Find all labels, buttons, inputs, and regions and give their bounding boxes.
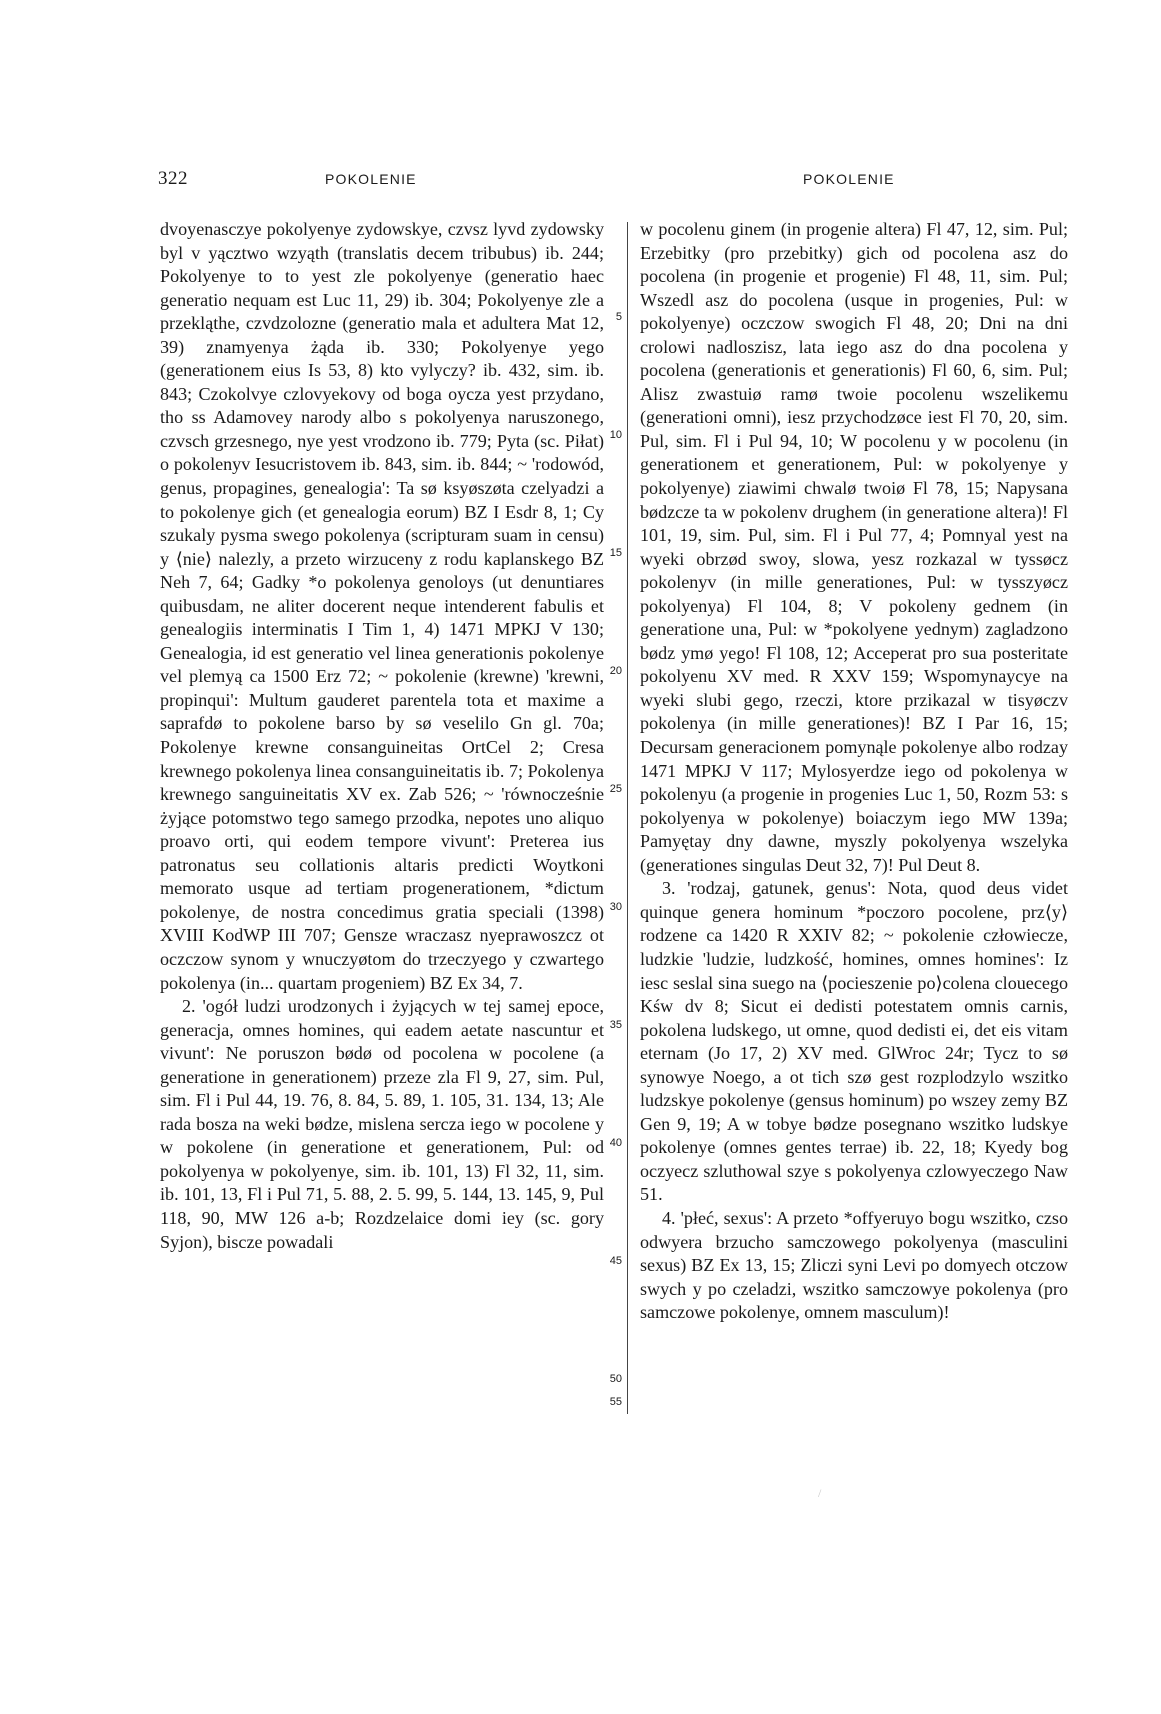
right-paragraph-2: 3. 'rodzaj, gatunek, genus': Nota, quod deus videt quinque genera hominum *poczoro pocolene, prz⟨y⟩rodzene ca 1420 R XXIV 82; ~ pokolenie człowiecze, ludzkie 'ludzie, ludzkość, homines, omnes homines': Iz iesc seslal sina suego na ⟨pocieszenie po⟩colena clouecego Kśw dv 8; Sicut ei dedisti potestatem omnis carnis, pokolena ludskego, ut omne, quod dedisti ei, det eis vitam eternam (Jo 17, 2) XV med. GlWroc 24r; Tycz to sø synowye Noego, a ot tich szø gest rozplodzylo wszitko ludzskye pokolenye (gensus hominum) po wszey zemy BZ Gen 9, 19; A w tobye bødze posegnano wszitko ludskye pokolenye (omnes gentes terrae) ib. 22, 18; Kyedy bog oczyecz szluthowal szye s pokolyenya czlowyeczego Naw 51.	[640, 878, 1068, 1205]
stray-mark: /	[818, 1486, 822, 1500]
column-divider	[627, 222, 628, 1414]
right-paragraph-1: w pocolenu ginem (in progenie altera) Fl 47, 12, sim. Pul; Erzebitky (pro przebitky) gich od pocolena asz do pocolena (in progenie et progenie) Fl 48, 11, sim. Pul; Wszedl asz do pocolena (usque in progenies, Pul: w pokolyenye) oczczow swogich Fl 48, 20; Dni na dni crolowi nadloszisz, lata iego asz do dna pocolena y pocolena (generationis et generationis) Fl 60, 6, sim. Pul; Alisz zwastuiø ramø twoie pocolenu wszelikemu (generationi omni), iesz przychodzøce iest Fl 70, 20, sim. Pul, sim. Fl i Pul 94, 10; W pocolenu y w pocolenu (in generationem et generationem, Pul: w pokolyenye y pokolyenye) ziawimi chwalø twoiø Fl 78, 15; Napysana bødzcze ta w pokolenv drughem (in generatione altera)! Fl 101, 19, sim. Pul, sim. Fl i Pul 77, 4; Pomnyal yest na wyeki obrzød swoy, slowa, yesz rozkazal w tyssøcz pokolenyv (in mille generationes, Pul: w tysszyøcz pokolyenya) Fl 104, 8; V pokoleny gednem (in generatione una, Pul: w *pokolyene yednym) zagladzono bødz ymø yego! Fl 108, 12; Acceperat pro sua posteritate pokolyenu XV med. R XXV 159; Wspomynaycye na wyeki slubi gego, rzeczi, ktore przikazal w tisyøczv pokolenya (in mille generationes)! BZ I Par 16, 15; Decursam generacionem pomynąle pokolenye albo rodzay 1471 MPKJ V 117; Mylosyerdze iego od pokolenya w pokolenyu (a progenie in progenies Luc 1, 50, Rozm 53: s pokolyenya w pokolenye) boiaczym iego MW 139a; Pamyętay dny dawne, myszly pokolyenya wszelyka (generationes singulas Deut 32, 7)! Pul Deut 8.	[640, 219, 1068, 875]
line-number-gutter	[600, 218, 622, 1418]
left-paragraph-1: dvoyenasczye pokolyenye zydowskye, czvsz lyvd zydowsky byl v yącztwo wzyąth (translatis decem tribubus) ib. 244; Pokolyenye to to yest zle pokolyenye (generatio haec generatio nequam est Luc 11, 29) ib. 304; Pokolyenye zle a przekląthe, czvdzolozne (generatio mala et adultera Mat 12, 39) znamyenya żąda ib. 330; Pokolyenye yego (generationem eius Is 53, 8) kto vylyczy? ib. 432, sim. ib. 843; Czokolvye czlovyekovy od boga oycza yest przydano, tho ss Adamovey narody albo s pokolyenya naruszonego, czvsch grzesnego, nye yest vrodzono ib. 779; Pyta (sc. Piłat) o pokolenyv Iesucristovem ib. 843, sim. ib. 844; ~ 'rodowód, genus, propagines, genealogia': Ta sø ksyøszøta czelyadzi a to pokolenye gich (et genealogia eorum) BZ I Esdr 8, 1; Cy szukaly pysma swego pokolenya (scripturam suam in censu) y ⟨nie⟩ nalezly, a przeto wirzuceny z rodu kaplanskego BZ Neh 7, 64; Gadky *o pokolenya genoloys (ut denuntiares quibusdam, ne aliter docerent neque intenderent fabulis et genealogiis interminatis I Tim 1, 4) 1471 MPKJ V 130; Genealogia, id est generatio vel linea generationis pokolenye vel plemyą ca 1500 Erz 72; ~ pokolenie (krewne) 'krewni, propinqui': Multum gauderet parentela tota et maxime a saprafdø to pokolene barso by sø veselilo Gn gl. 70a; Pokolenye krewne consanguineitas OrtCel 2; Cresa krewnego pokolenya linea consanguineitatis ib. 7; Pokolenya krewnego sanguineitatis XV ex. Zab 526; ~ 'równocześnie żyjące potomstwo tego samego przodka, nepotes uno aliquo proavo orti, qui eodem tempore vivunt': Preterea ius patronatus seu collationis altaris predicti Woytkoni memorato usque ad tertiam progenerationem, *dictum pokolenye, de nostra concedimus gratia speciali (1398) XVIII KodWP III 707; Gensze wraczasz nyeprawoszcz ot oczczow synom y wnuczyøtom do trzeczyego y czwartego pokolenya (in... quartam progeniem) BZ Ex 34, 7.	[160, 219, 604, 993]
running-head-right: POKOLENIE	[803, 171, 895, 187]
line-number: 50	[609, 1373, 622, 1385]
page-header	[0, 168, 1161, 198]
line-number: 20	[609, 665, 622, 677]
line-number: 25	[609, 783, 622, 795]
line-number: 30	[609, 901, 622, 913]
line-number: 35	[609, 1019, 622, 1031]
right-column	[640, 218, 1068, 1325]
line-number: 5	[615, 311, 622, 323]
left-paragraph-2: 2. 'ogół ludzi urodzonych i żyjących w tej samej epoce, generacja, omnes homines, qui eadem aetate nascuntur et vivunt': Ne poruszon bødø od pocolena w pocolene (a generatione in generationem) przeze zla Fl 9, 27, sim. Pul, sim. Fl i Pul 44, 19. 76, 8. 84, 5. 89, 1. 105, 31. 134, 13; Ale rada bosza na weki bødze, mislena sercza iego w pocolene y w pokolene (in generatione et generationem, Pul: od pokolyenya w pokolyenye, sim. ib. 101, 13) Fl 32, 11, sim. ib. 101, 13, Fl i Pul 71, 5. 88, 2. 5. 99, 5. 144, 13. 145, 9, Pul 118, 90, MW 126 a-b; Rozdzelaice domi iey (sc. gory Syjon), biscze powadali	[160, 996, 604, 1252]
line-number: 45	[609, 1255, 622, 1267]
line-number: 40	[609, 1137, 622, 1149]
line-number: 15	[609, 547, 622, 559]
page-number: 322	[158, 168, 188, 189]
line-number: 10	[609, 429, 622, 441]
line-number: 55	[609, 1396, 622, 1408]
left-column	[160, 218, 604, 1254]
running-head-left: POKOLENIE	[325, 171, 417, 187]
right-paragraph-3: 4. 'płeć, sexus': A przeto *offyeruyo bogu wszitko, czso odwyera brzucho samczowego pokolyenya (masculini sexus) BZ Ex 13, 15; Zliczi syni Levi po domyech otczow swych y po czeladzi, wszitko samczowye pokolenya (pro samczowe pokolenye, omnem masculum)!	[640, 1207, 1068, 1323]
